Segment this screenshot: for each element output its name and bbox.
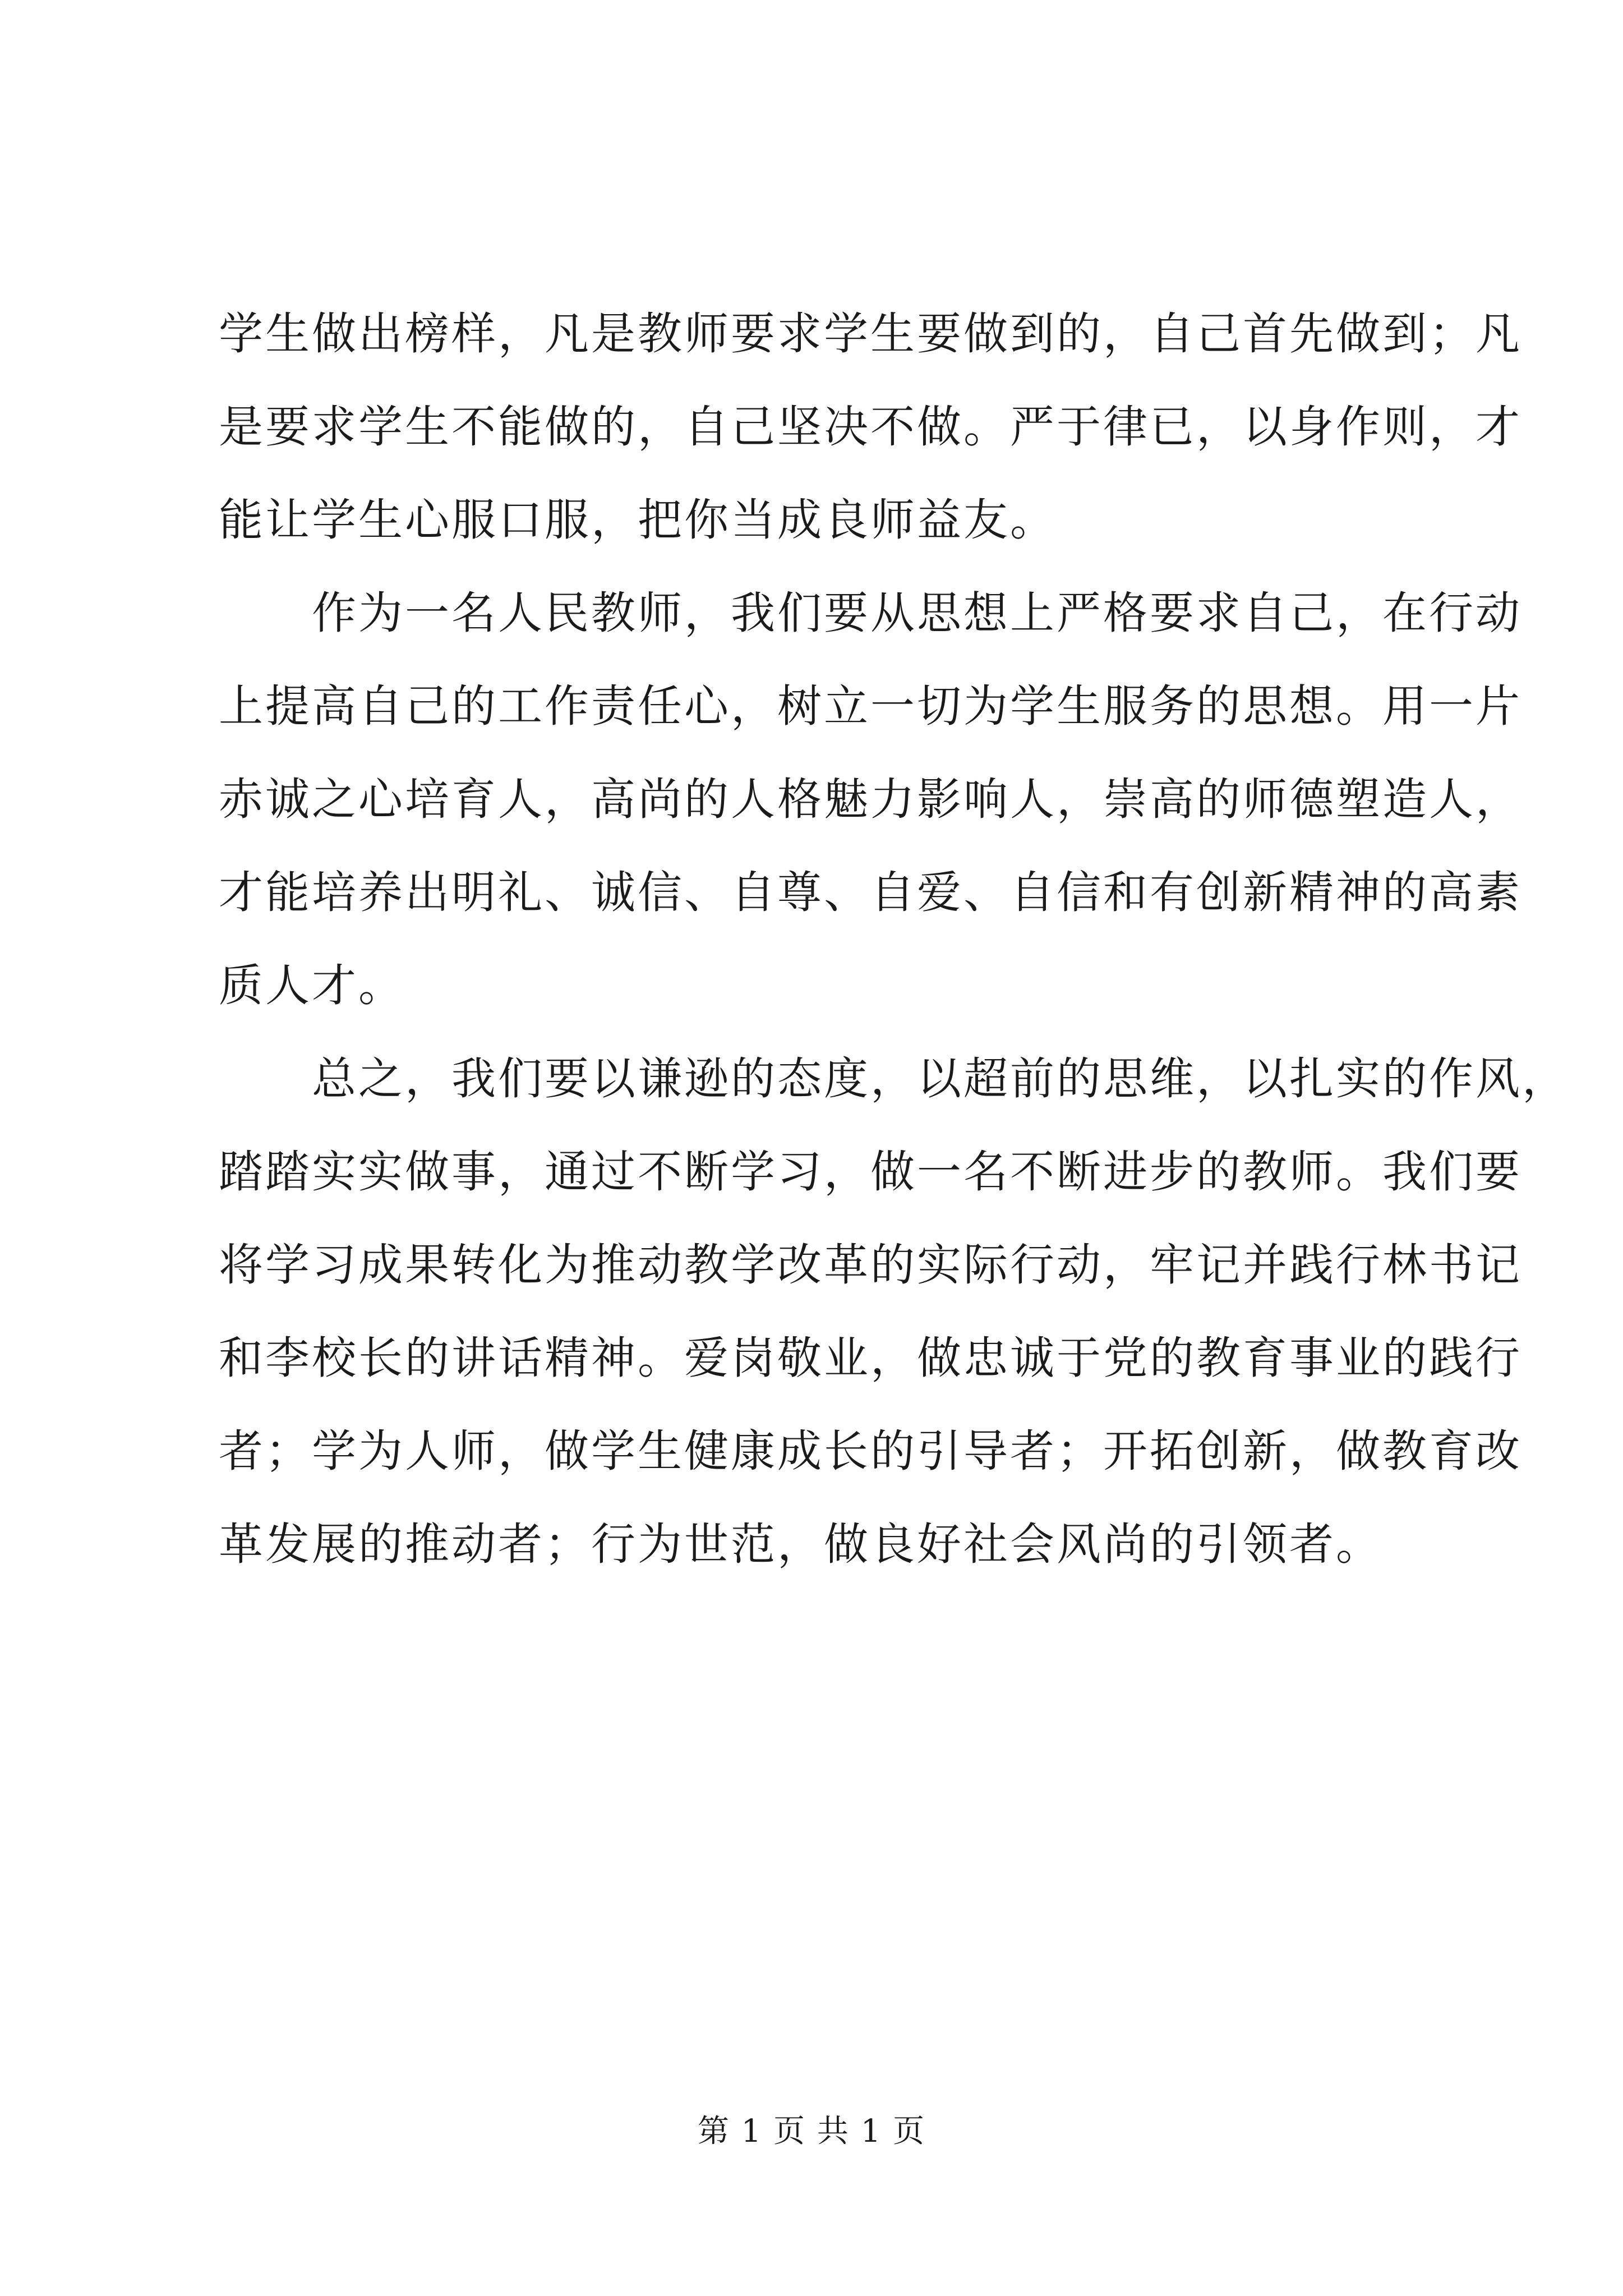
text-line: 学生做出榜样，凡是教师要求学生要做到的，自己首先做到；凡 (219, 308, 1522, 360)
text-line: 能让学生心服口服，把你当成良师益友。 (219, 494, 1057, 546)
text-line: 和李校长的讲话精神。爱岗敬业，做忠诚于党的教育事业的践行 (219, 1332, 1522, 1384)
page-number-footer: 第 1 页 共 1 页 (697, 2113, 926, 2150)
text-line: 总之，我们要以谦逊的态度，以超前的思维，以扎实的作风， (219, 1053, 1569, 1105)
text-line: 将学习成果转化为推动教学改革的实际行动，牢记并践行林书记 (219, 1239, 1522, 1291)
text-line: 上提高自己的工作责任心，树立一切为学生服务的思想。用一片 (219, 680, 1522, 732)
text-line: 是要求学生不能做的，自己坚决不做。严于律已，以身作则，才 (219, 401, 1522, 453)
text-line: 赤诚之心培育人，高尚的人格魅力影响人，崇高的师德塑造人， (219, 774, 1522, 825)
text-line: 踏踏实实做事，通过不断学习，做一名不断进步的教师。我们要 (219, 1146, 1522, 1198)
text-line: 作为一名人民教师，我们要从思想上严格要求自己，在行动 (219, 587, 1522, 639)
text-line: 才能培养出明礼、诚信、自尊、自爱、自信和有创新精神的高素 (219, 867, 1522, 918)
text-line: 质人才。 (219, 960, 405, 1011)
text-line: 者；学为人师，做学生健康成长的引导者；开拓创新，做教育改 (219, 1425, 1522, 1477)
text-line: 革发展的推动者；行为世范，做良好社会风尚的引领者。 (219, 1519, 1382, 1570)
